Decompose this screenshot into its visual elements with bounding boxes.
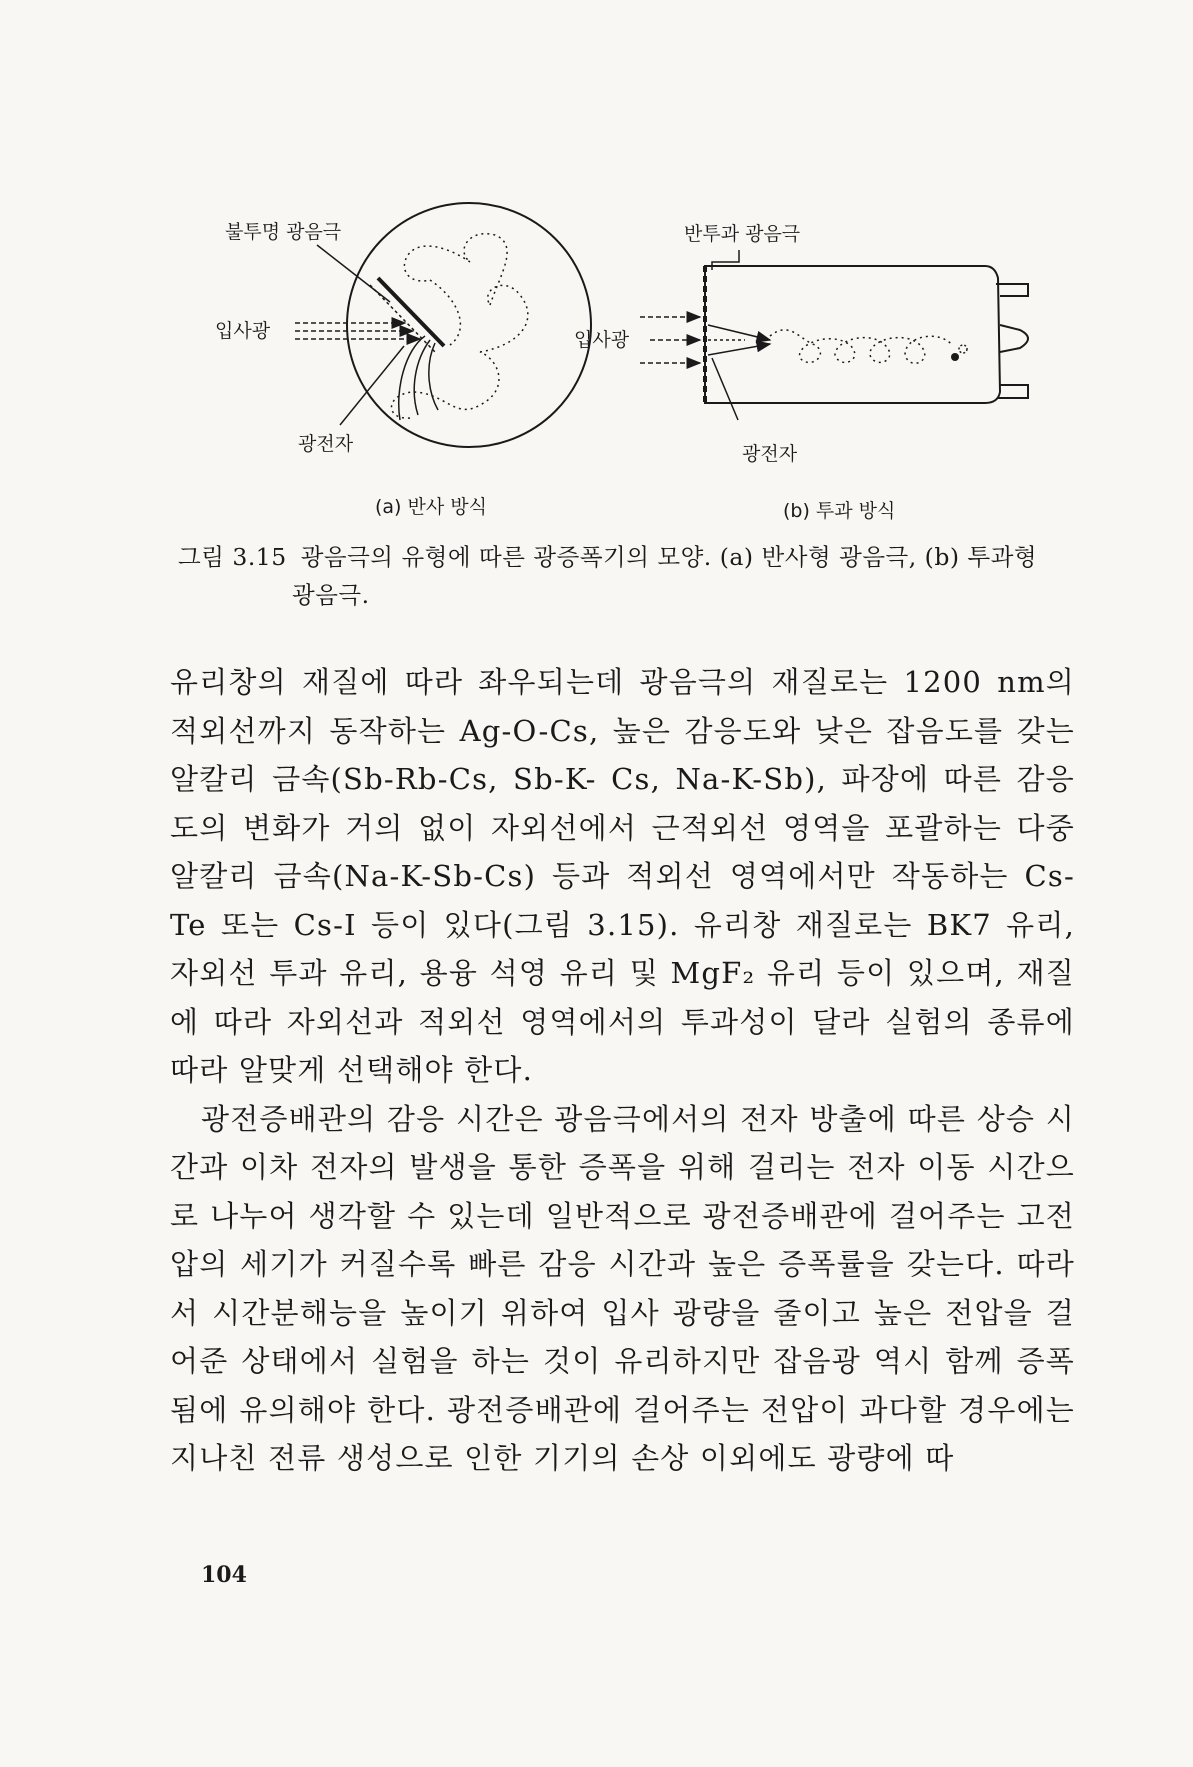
label-incident-light-a: 입사광 [215, 320, 271, 342]
label-photoelectron-a: 광전자 [298, 433, 354, 455]
body-text [170, 658, 1075, 1483]
page-number: 104 [201, 1562, 247, 1588]
anode [951, 353, 959, 361]
incident-light-rays-b [640, 317, 700, 363]
dynode-chain-b [770, 330, 952, 363]
tube-cross-section [347, 203, 591, 447]
paragraph: 유리창의 재질에 따라 좌우되는데 광음극의 재질로는 1200 nm의 적외선까지 동작하는 Ag-O-Cs, 높은 감응도와 낮은 잡음도를 갖는 알칼리 금속(Sb-Rb-Cs, Sb-K- Cs, Na-K-Sb), 파장에 따른 감응도의 변화가 거의 없이 자외선에서 근적외선 영역을 포괄하는 다중 알칼리 금속(Na-K-Sb-Cs) 등과 적외선 영역에서만 작동하는 Cs-Te 또는 Cs-I 등이 있다(그림 3.15). 유리창 재질로는 BK7 유리, 자외선 투과 유리, 용융 석영 유리 및 MgF₂ 유리 등이 있으며, 재질에 따라 자외선과 적외선 영역에서의 투과성이 달라 실험의 종류에 따라 알맞게 선택해야 한다. [170, 665, 1075, 1087]
leader-line-photoelectron-a [340, 346, 404, 425]
subcaption-b: (b) 투과 방식 [783, 500, 896, 522]
caption-number: 그림 3.15 [178, 543, 287, 571]
diagram-transmission-type [574, 223, 1028, 465]
subcaption-a: (a) 반사 방식 [375, 496, 487, 518]
opaque-photocathode-hatch [370, 285, 436, 353]
figure-caption [178, 538, 1078, 614]
electron-trajectories-a [399, 336, 438, 420]
label-photoelectron-b: 광전자 [742, 443, 798, 465]
electron-beam-b [708, 325, 770, 355]
label-semitransparent-photocathode: 반투과 광음극 [684, 223, 801, 245]
label-incident-light-b: 입사광 [574, 329, 630, 351]
leader-line-photoelectron-b [712, 358, 738, 420]
paragraph: 광전증배관의 감응 시간은 광음극에서의 전자 방출에 따른 상승 시간과 이차 전자의 발생을 통한 증폭을 위해 걸리는 전자 이동 시간으로 나누어 생각할 수 있는데 일반적으로 광전증배관에 걸어주는 고전압의 세기가 커질수록 빠른 감응 시간과 높은 증폭률을 갖는다. 따라서 시간분해능을 높이기 위하여 입사 광량을 줄이고 높은 전압을 걸어준 상태에서 실험을 하는 것이 유리하지만 잡음광 역시 함께 증폭됨에 유의해야 한다. 광전증배관에 걸어주는 전압이 과다할 경우에는 지나친 전류 생성으로 인한 기기의 손상 이외에도 광량에 따 [170, 1101, 1075, 1475]
photomultiplier-figure [0, 0, 1193, 490]
opaque-photocathode-plate [378, 278, 444, 346]
label-opaque-photocathode: 불투명 광음극 [225, 221, 342, 243]
caption-text: 광음극의 유형에 따른 광증폭기의 모양. (a) 반사형 광음극, (b) 투과형 [300, 543, 1038, 571]
caption-text-continued: 광음극. [292, 581, 370, 609]
dynode-paths-a [391, 234, 527, 418]
diagram-reflection-type [215, 203, 591, 455]
incident-light-rays-a [295, 323, 420, 339]
